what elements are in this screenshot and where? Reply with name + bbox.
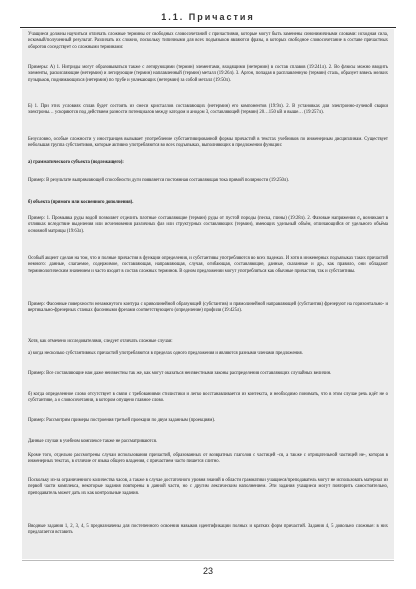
case-b-example: Пример: Рассмотрим примеры построения третьей проекции по двум заданным (проекциям).	[28, 418, 216, 423]
case-a-example: Пример: Все составляющие нам даже неизвестны так же, как могут оказаться неизвестными законы распределения составляющих случайных величин.	[28, 371, 332, 376]
example-b-paragraph: Б) 1. При этих условиях сплав будет состоять из смеси кристаллов составляющих (нетермин) его компонентов (19:9л). 2. В установках для электронно-лучевой сварки электроны… ускоряются под действием разности потенциалов между катодом и анодом 3, составляющей (термин) 20…150 кВ и выше… (19:257л).	[28, 104, 388, 116]
intro-tasks-paragraph: Вводные задания 1, 2, 3, 4, 5 предназначены для постепенного освоения навыков идентификации полных и кратких форм причастий. Задания 4, 5 довольно сложные: в них предлагается вставить	[28, 524, 388, 536]
case-b-paragraph: б) когда определенное слово отсутствует в связи с требованиями стилистики и легко восстанавливается из контекста, и необходимо понимать, что в этом случае речь идёт не о субстантиве, а о словосочетании, в котором опущено главное слово.	[28, 392, 388, 404]
hours-paragraph: Поскольку из-за ограниченного количества часов, а также в случае достаточного уровня знаний в области грамматики учащиеся/преподаватель могут не использовать материал из первой части комплекса, некоторые задания повторены в данной части, но с другим лексическим наполнением. Эти задания учащиеся могут повторить самостоятельно, преподаватель может дать их как контрольные задания.	[28, 478, 388, 496]
intro-paragraph: Учащиеся должны научиться отличать сложные термины от свободных словосочетаний с причастиями, которые могут быть заменены синонимичными словами: исходная сила, искомый/полученный результат. Различать их сложно, поскольку типичными для всех подъязыков являются фразы, в которых свободное словосочетание в составе причастных оборотов соседствует со сложными терминами:	[28, 32, 388, 50]
page-header-title: 1.1. Причастия	[161, 12, 255, 22]
bottom-rule	[22, 560, 394, 561]
subject-heading: а) грамматического субъекта (подлежащего):	[28, 160, 124, 165]
page-number: 23	[202, 566, 213, 576]
subject-example: Пример: В результате выпрямляющей способности дуги появляется постоянная составляющая тока прямой полярности (19:250л).	[28, 178, 289, 183]
mixed-example: Пример: Фасонные поверхности незамкнутого контура с криволинейной образующей (субстантив) и прямолинейной направляющей (субстантив) фрезеруют на горизонтально- и вертикально-фрезерных станках фасонными фрезами соответствующего (определение) профиля (19:425л).	[28, 302, 388, 314]
reflexive-paragraph: Кроме того, отдельно рассмотрены случаи использования причастий, образованных от возвратных глаголов с частицей -ся, а также с отрицательной частицей не-, которая в инженерных текстах, в отличие от языка общего владения, с причастием часто пишется слитно.	[28, 453, 388, 465]
example-a-paragraph: Примеры: А) 1. Нитриды могут образовываться также с легирующими (термин) элементами, входящими (нетермин) в состав сплавов (19:241л). 2. Во флюсы можно вводить элементы, раскисляющие (нетермин) и легирующие (термин) наплавленный (термин) металл (19:26л). 3. Аргон, попадая в расплавленную (термин) сталь, образует взвесь мелких пузырьков, поднимающихся (нетермин) по трубе и увлекающих (нетермин) за собой металл (19:50л).	[28, 65, 388, 83]
case-a-paragraph: а) когда несколько субстантивных причастий употребляются в пределах одного предложения и являются разными членами предложения.	[28, 351, 303, 356]
complex-cases-intro: Хотя, как отмечено исследователями, следует отличать сложные случаи:	[28, 339, 173, 344]
substantive-paragraph: Безусловно, особые сложности у иностранцев вызывает употребление субстантивированной формы причастий в текстах учебников по инженерным дисциплинам. Существует небольшая группа субстантивов, которые активно употребляются во всех подъязыках, выполняющих в предложении функции:	[28, 137, 388, 149]
not-considered-note: Данные случаи в учебном комплексе также не рассматриваются.	[28, 439, 158, 444]
page-header	[20, 12, 396, 28]
object-example: Пример: 1. Промывка руды водой позволяет отделить плотные составляющие (термин) руды от пустой породы (песка, глины) (19:28л). 2. Фазовые напряжения σ₀ возникают в отливках вследствие выделения или исчезновения различных фаз или структурных составляющих (термин), имеющих удельный объём, отличающийся от удельного объёма основной матрицы (19:63л).	[28, 216, 388, 234]
object-heading: б) объекта (прямого или косвенного дополнения).	[28, 200, 134, 205]
accent-paragraph: Особый акцент сделан на том, что и полные причастия в функции определения, и субстантивы употребляются во всех падежах. И хотя в инженерных подъязыках таких причастий немного: данные, слагаемое, содержимое, составляющая, направляющая, случая, огибающая, составляющие, данные, сказанные и др., как правило, они обладают терминологическим значением и часто входят в состав сложных терминов. В одном предложении могут употребляться как обычные причастия, так и субстантивы.	[28, 256, 388, 274]
